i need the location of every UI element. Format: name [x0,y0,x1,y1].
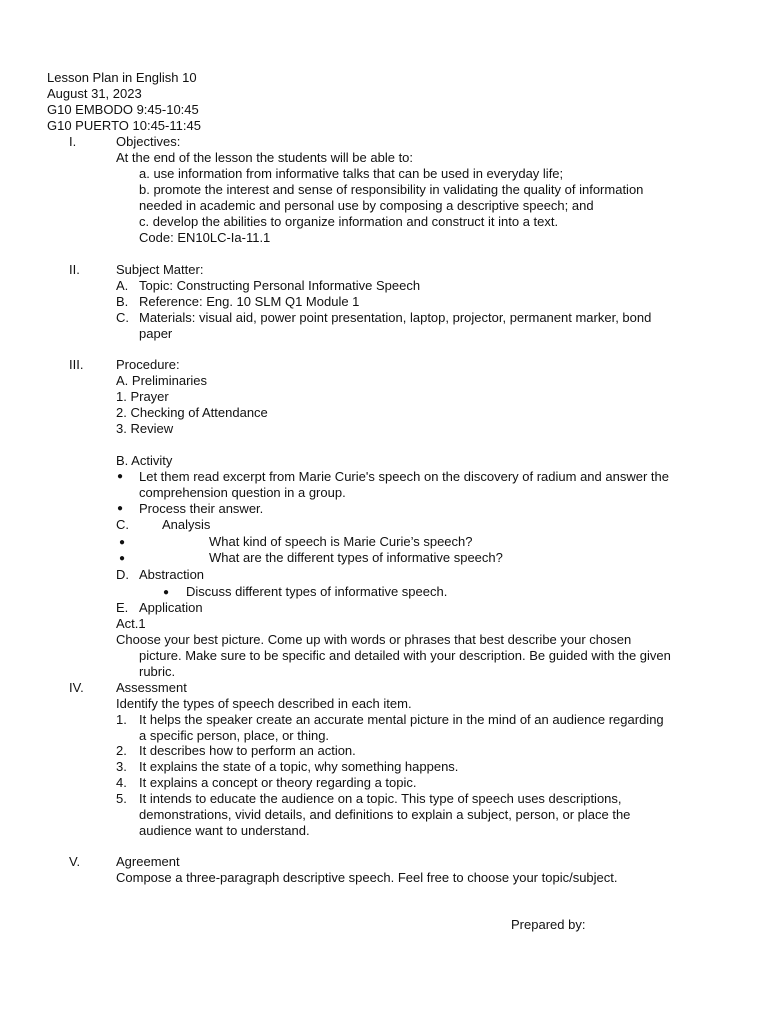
preliminary-attendance: 2. Checking of Attendance [116,405,268,420]
application-heading: Application [139,600,203,615]
bullet-icon: ● [117,471,124,482]
assessment-item-1-line1: It helps the speaker create an accurate mental picture in the mind of an audience regarding [139,712,664,727]
roman-numeral: I. [69,134,77,149]
activity-bullet-2: Process their answer. [139,501,264,516]
list-marker: 4. [116,775,127,790]
subject-matter-heading: Subject Matter: [116,262,204,277]
list-marker: 3. [116,759,127,774]
objective-c: c. develop the abilities to organize information and construct it into a text. [139,214,559,229]
application-text-line1: Choose your best picture. Come up with words or phrases that best describe your chosen [116,632,632,647]
analysis-question-2: What are the different types of informative speech? [209,550,503,565]
objective-b-line2: needed in academic and personal use by composing a descriptive speech; and [139,198,594,213]
prepared-by-label: Prepared by: [511,917,586,932]
roman-numeral: II. [69,262,80,277]
materials-line2: paper [139,326,173,341]
code-label: Code: [139,230,174,245]
assessment-item-5-line2: demonstrations, vivid details, and definitions to explain a subject, person, or place the [139,807,631,822]
section-schedule-2: G10 PUERTO 10:45-11:45 [47,118,201,133]
bullet-icon: ● [119,537,126,548]
activity-label: Act.1 [116,616,146,631]
preliminary-review: 3. Review [116,421,174,436]
assessment-item-4: It explains a concept or theory regarding a topic. [139,775,417,790]
materials-line1: Materials: visual aid, power point presentation, laptop, projector, permanent marker, bond [139,310,652,325]
list-marker: B. [116,294,129,309]
section-schedule-1: G10 EMBODO 9:45-10:45 [47,102,199,117]
assessment-item-5-line1: It intends to educate the audience on a topic. This type of speech uses descriptions, [139,791,622,806]
procedure-heading: Procedure: [116,357,180,372]
list-marker: 5. [116,791,127,806]
objective-code [139,230,270,246]
analysis-heading: Analysis [162,517,211,532]
bullet-icon: ● [163,587,170,598]
agreement-text: Compose a three-paragraph descriptive speech. Feel free to choose your topic/subject. [116,870,618,885]
list-marker: C. [116,310,129,325]
assessment-item-3: It explains the state of a topic, why something happens. [139,759,459,774]
activity-heading: B. Activity [116,453,173,468]
list-marker: 2. [116,743,127,758]
preliminary-prayer: 1. Prayer [116,389,169,404]
bullet-icon: ● [117,503,124,514]
activity-bullet-1-line1: Let them read excerpt from Marie Curie's speech on the discovery of radium and answer the [139,469,669,484]
assessment-item-1-line2: a specific person, place, or thing. [139,728,330,743]
list-marker: D. [116,567,129,582]
list-marker: C. [116,517,129,532]
document-date: August 31, 2023 [47,86,142,101]
objective-b-line1: b. promote the interest and sense of responsibility in validating the quality of information [139,182,644,197]
objective-a: a. use information from informative talks that can be used in everyday life; [139,166,564,181]
assessment-item-2: It describes how to perform an action. [139,743,356,758]
agreement-heading: Agreement [116,854,180,869]
assessment-intro: Identify the types of speech described in each item. [116,696,412,711]
preliminaries-heading: A. Preliminaries [116,373,208,388]
list-marker: 1. [116,712,127,727]
document-title: Lesson Plan in English 10 [47,70,197,85]
reference-line: Reference: Eng. 10 SLM Q1 Module 1 [139,294,360,309]
abstraction-heading: Abstraction [139,567,205,582]
analysis-question-1: What kind of speech is Marie Curie’s speech? [209,534,473,549]
code-value: EN10LC-Ia-11.1 [173,230,271,245]
list-marker: E. [116,600,129,615]
objectives-intro: At the end of the lesson the students will be able to: [116,150,414,165]
abstraction-bullet: Discuss different types of informative speech. [186,584,448,599]
activity-bullet-1-line2: comprehension question in a group. [139,485,346,500]
roman-numeral: IV. [69,680,84,695]
application-text-line3: rubric. [139,664,176,679]
bullet-icon: ● [119,553,126,564]
objectives-heading: Objectives: [116,134,181,149]
assessment-heading: Assessment [116,680,187,695]
assessment-item-5-line3: audience want to understand. [139,823,310,838]
roman-numeral: III. [69,357,84,372]
application-text-line2: picture. Make sure to be specific and detailed with your description. Be guided with the given [139,648,671,663]
list-marker: A. [116,278,129,293]
topic-line: Topic: Constructing Personal Informative Speech [139,278,421,293]
roman-numeral: V. [69,854,81,869]
